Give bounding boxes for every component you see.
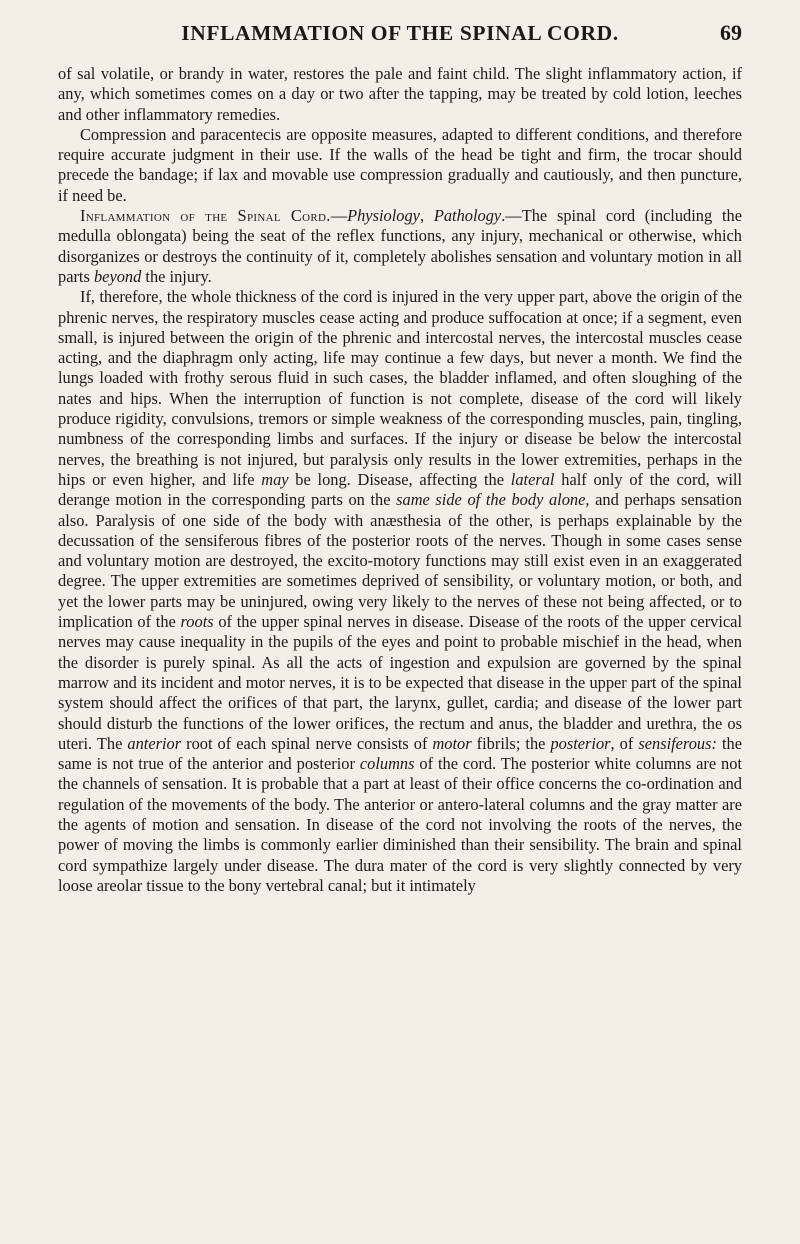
emphasis: beyond xyxy=(93,266,142,286)
emphasis: columns xyxy=(359,754,415,774)
emphasis: may xyxy=(261,469,289,489)
page-header xyxy=(58,18,742,48)
text-run: half only of the cord, will derange motion in the corresponding parts on the xyxy=(58,469,743,510)
text-run: the injury. xyxy=(141,266,212,286)
section-heading: Inflammation of the Spinal Cord. xyxy=(80,206,331,226)
paragraph-3 xyxy=(58,206,742,287)
emphasis: roots xyxy=(180,612,214,632)
text-run: and perhaps sensation also. Paralysis of one side of the body with anæsthesia of the other, is perhaps explainable by the decussation of the sensiferous fibres of the posterior roots of the nerves. Though in some cases sense and voluntary motion are destroyed, the excito-motory functions may still exist even in an exaggerated degree. The upper extremities are sometimes deprived of sensibility, or voluntary motion, or both, and yet the lower parts may be uninjured, owing very likely to the nerves of these not being affected, or to implication of the xyxy=(58,490,742,632)
emphasis: anterior xyxy=(127,733,182,753)
text-run: of the cord. The posterior white columns are not the channels of sensation. It is probable that a part at least of their office concerns the co-ordination and regulation of the movements of the body. The anterior or antero-lateral columns and the gray matter are the agents of motion and sensation. In disease of the cord not involving the roots of the nerves, the power of moving the limbs is commonly earlier diminished than their sensibility. The brain and spinal cord sympathize largely under disease. The dura mater of the cord is very slightly connected by very loose areolar tissue to the bony vertebral canal; but it intimately xyxy=(58,754,742,895)
text-run: , of xyxy=(610,733,639,753)
heading-dash: — xyxy=(330,206,348,226)
text-run: root of each spinal nerve consists of xyxy=(181,733,433,753)
subheading-separator: , xyxy=(419,206,434,226)
paragraph-2: Compression and paracentecis are opposite measures, adapted to different conditions, and therefore require accurate judgment in their use. If the walls of the head be tight and firm, the trocar should precede the bandage; if lax and movable use compression gradually and cautiously, and then puncture, if need be. xyxy=(58,124,742,205)
text-run: fibrils; the xyxy=(471,733,551,753)
text-run: of the upper spinal nerves in disease. Disease of the roots of the upper cervical nerves may cause inequality in the pupils of the eyes and point to probable mischief in the head, when the disorder is purely spinal. As all the acts of ingestion and expulsion are governed by the spinal marrow and its incident and motor nerves, it is to be expected that disease in the upper part of the spinal system should affect the orifices of that part, the larynx, gullet, cardia; and disease of the lower part should disturb the functions of the lower orifices, the rectum and anus, the bladder and urethra, the os uteri. The xyxy=(58,612,743,753)
emphasis: lateral xyxy=(510,469,555,489)
text-run: the same is not true of the anterior and posterior xyxy=(58,733,742,774)
body-text xyxy=(58,64,742,896)
paragraph-4 xyxy=(58,287,742,896)
text-run: If, therefore, the whole thickness of the cord is injured in the very upper part, above the origin of the phrenic nerves, the respiratory muscles cease acting and produce suffocation at once; if a segment, even small, is injured between the origin of the phrenic and intercostal nerves, the intercostal muscles cease acting, and the diaphragm only acting, life may continue a few days, but never a month. We find the lungs loaded with frothy serous fluid in such cases, the bladder inflamed, and often sloughing of the nates and hips. When the interruption of function is not complete, disease of the cord will likely produce rigidity, convulsions, tremors or simple weakness of the corresponding muscles, pain, tingling, numbness of the corresponding limbs and surfaces. If the injury or disease be below the intercostal nerves, the breathing is not injured, but paralysis only results in the lower extremities, perhaps in the hips or even higher, and life xyxy=(58,287,742,489)
emphasis: same side of the body alone, xyxy=(396,490,590,510)
subheading-physiology: Physiology xyxy=(347,206,420,226)
text-run: be long. Disease, affecting the xyxy=(288,469,511,489)
emphasis: motor xyxy=(432,733,472,753)
emphasis: posterior xyxy=(550,733,611,753)
subheading-pathology: Pathology xyxy=(433,206,502,226)
text-run: .—The spinal cord (including the medulla oblongata) being the seat of the reflex functions, any injury, mechanical or otherwise, which disorganizes or destroys the continuity of it, completely abolishes sensation and voluntary motion in all parts xyxy=(58,206,742,286)
paragraph-1: of sal volatile, or brandy in water, restores the pale and faint child. The slight inflammatory action, if any, which sometimes comes on a day or two after the tapping, may be treated by cold lotion, leeches and other inflammatory remedies. xyxy=(58,64,742,124)
page-number: 69 xyxy=(720,20,742,45)
running-title: INFLAMMATION OF THE SPINAL CORD. xyxy=(181,21,619,45)
emphasis: sensiferous: xyxy=(638,733,717,753)
